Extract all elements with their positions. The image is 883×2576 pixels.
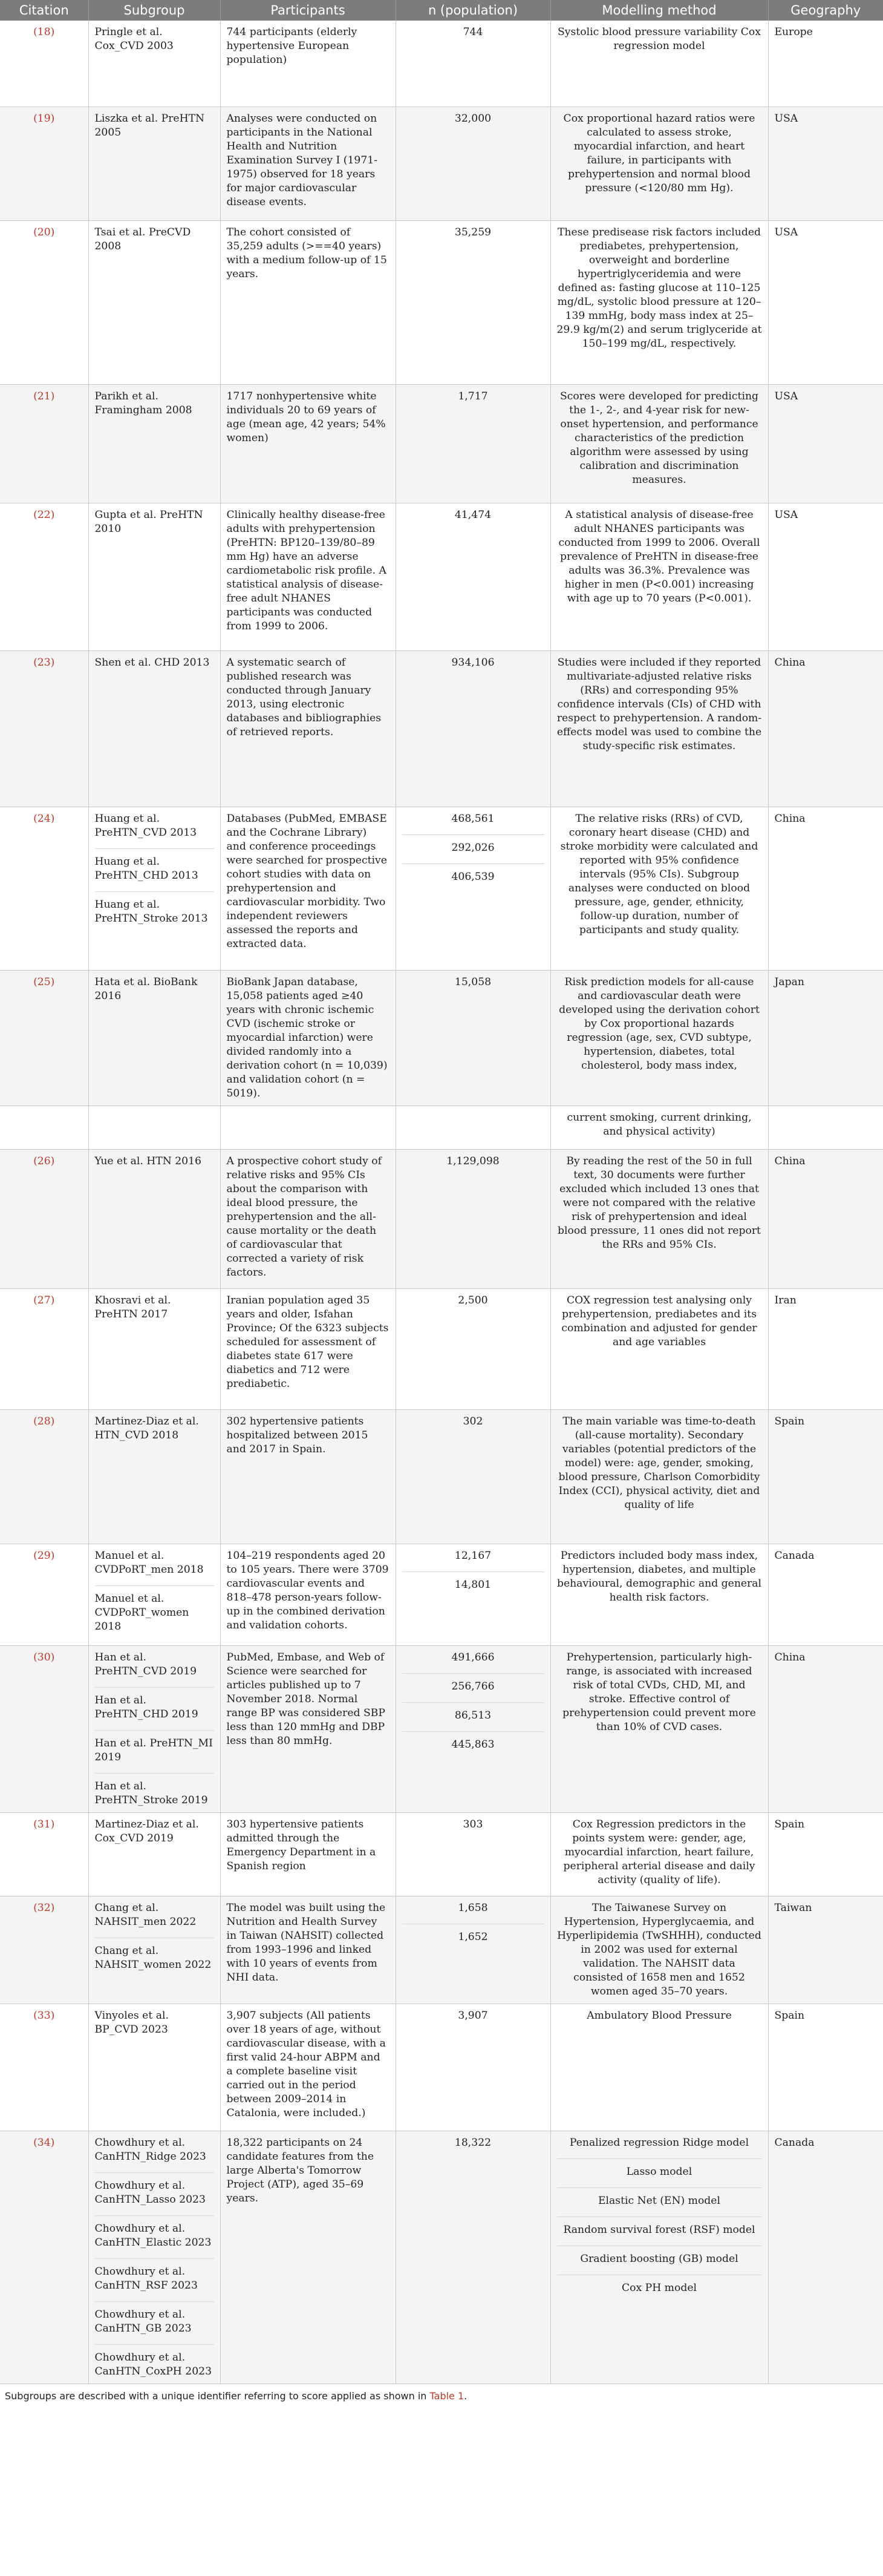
cell-line: These prediseasе risk factors included prediabetes, prehypertension, overweight and borderline hypertriglyceridemia and were defined as: fasting glucose at 110–125 mg/dL, systolic blood pressure at 120–139 mmHg, body mass index at 25–29.9 kg/m(2) and serum triglyceride at 150–199 mg/dL, respectively. [556,226,762,350]
table-row [0,1544,883,1645]
geography-cell [768,2131,883,2384]
cell-line: Ambulatory Blood Pressure [587,2009,732,2022]
subgroup-cell [88,1106,220,1149]
modelling-method-cell [550,384,768,503]
cell-line: Prehypertension, particularly high-range, is associated with increased risk of total CVDs, CHD, MI, and stroke. Effective control of prehypertension could prevent more than 10% of CVD cases. [562,1651,756,1733]
cell-line: USA [774,508,798,521]
cell-line: Parikh et al. Framingham 2008 [94,390,192,416]
cell-line: 292,026 [402,834,544,855]
subgroup-cell [88,21,220,107]
table-row [0,503,883,651]
cell-line: 934,106 [451,656,495,669]
header-geography: Geography [768,0,883,21]
geography-cell [768,21,883,107]
population-cell [396,1544,550,1645]
cell-line: 1,652 [402,1924,544,1944]
subgroup-cell [88,1409,220,1544]
cell-line: USA [774,226,798,238]
modelling-method-cell [550,651,768,807]
cell-line: Canada [774,1549,815,1562]
cell-line: The Taiwanese Survey on Hypertension, Hyperglycaemia, and Hyperlipidemia (TwSHHH), conducted in 2002 was used for external validation. The NAHSIT data consisted of 1658 men and 1652 women aged 35–70 years. [557,1901,761,1998]
cell-line: Predictors included body mass index, hypertension, diabetes, and multiple behavioural, demographic and general health risk factors. [556,1549,762,1604]
cell-line: Manuel et al. CVDPoRT_men 2018 [94,1549,204,1576]
cell-line: The relative risks (RRs) of CVD, coronary heart disease (CHD) and stroke morbidity were calculated and reported with 95% confidence intervals (95% CIs). Subgroup analyses were conducted on blood pressure, age, gender, ethnicity, follow-up duration, number of participants and study quality. [560,812,758,936]
table-row [0,1288,883,1409]
participants-cell [220,384,396,503]
citation-cell [0,1149,88,1288]
geography-cell [768,1409,883,1544]
table-row [0,1409,883,1544]
modelling-method-cell [550,220,768,384]
participants-cell [220,107,396,220]
cell-line: (21) [33,390,55,402]
cell-line: 491,666 [451,1651,495,1663]
geography-cell [768,651,883,807]
cell-line: Iranian population aged 35 years and older, Isfahan Province; Of the 6323 subjects scheduled for assessment of diabetes state 617 were diabetics and 712 were prediabetic. [226,1294,389,1390]
subgroup-cell [88,807,220,970]
cell-line: The model was built using the Nutrition and Health Survey in Taiwan (NAHSIT) collected from 1993–1996 and linked with 10 years of events from NHI data. [226,1901,386,1984]
cell-line: The main variable was time-to-death (all-cause mortality). Secondary variables (potential predictors of the model) were: age, gender, smoking, blood pressure, Charlson Comorbidity Index (CCI), physical activity, diet and quality of life [558,1415,760,1511]
participants-cell [220,503,396,651]
participants-cell [220,1544,396,1645]
cell-line: Spain [774,1818,805,1830]
modelling-method-cell [550,1288,768,1409]
subgroup-cell [88,651,220,807]
cell-line: (27) [33,1294,55,1306]
citation-cell [0,1645,88,1812]
header-row [0,0,883,21]
participants-cell [220,1288,396,1409]
citation-cell [0,503,88,651]
header-subgroup: Subgroup [88,0,220,21]
cell-line: Yue et al. HTN 2016 [94,1155,201,1167]
cell-line: 302 [463,1415,483,1427]
cell-line: 3,907 subjects (All patients over 18 years of age, without cardiovascular disease, with a first valid 24-hour ABPM and a complete baseline visit carried out in the period between 2009–2014 in Catalonia, were included.) [226,2009,386,2119]
cell-line: Han et al. PreHTN_CHD 2019 [95,1687,214,1722]
cell-line: Tsai et al. PreCVD 2008 [94,226,191,252]
participants-cell [220,1645,396,1812]
footnote-end: . [464,2390,468,2402]
participants-cell [220,1106,396,1149]
citation-cell [0,21,88,107]
cell-line: Khosravi et al. PreHTN 2017 [94,1294,171,1320]
cell-line: (31) [33,1818,55,1830]
cell-line: Hata et al. BioBank 2016 [94,975,198,1002]
header-citation: Citation [0,0,88,21]
population-cell [396,107,550,220]
cell-line: China [774,812,806,825]
cell-line: Chang et al. NAHSIT_men 2022 [94,1901,197,1928]
cell-line: Cox proportional hazard ratios were calculated to assess stroke, myocardial infarction, and heart failure, in participants with prehypertension and normal blood pressure (<120/80 mm Hg). [563,112,755,194]
cell-line: BioBank Japan database, 15,058 patients aged ≥40 years with chronic ischemic CVD (ischemic stroke or myocardial infarction) were divided randomly into a derivation cohort (n = 10,039) and validation cohort (n = 5019). [226,975,388,1100]
cell-line: Han et al. PreHTN_MI 2019 [95,1730,214,1765]
cell-line: 18,322 [454,2136,492,2149]
cell-line: Vinyoles et al. BP_CVD 2023 [94,2009,169,2036]
modelling-method-cell [550,807,768,970]
participants-cell [220,220,396,384]
table-row [0,1812,883,1896]
subgroup-cell [88,1812,220,1896]
cell-line: A statistical analysis of disease-free adult NHANES participants was conducted from 1999 to 2006. Overall prevalence of PreHTN in disease-free adults was 36.3%. Prevalence was higher in men (P<0.001) increasing with age up to 70 years (P<0.001). [558,508,760,605]
cell-line: Scores were developed for predicting the 1-, 2-, and 4-year risk for new-onset hypertension, and performance characteristics of the prediction algorithm were assessed by using calibration and discrimination measures. [559,390,759,486]
cell-line: 3,907 [458,2009,488,2022]
modelling-method-cell [550,503,768,651]
cell-line: 744 [463,26,483,38]
population-cell [396,220,550,384]
table-row [0,1106,883,1149]
subgroup-cell [88,1544,220,1645]
cell-line: Risk prediction models for all-cause and cardiovascular death were developed using the derivation cohort by Cox proportional hazards regression (age, sex, CVD subtype, hypertension, diabetes, total cholesterol, body mass index, [559,975,760,1072]
cell-line: 86,513 [402,1702,544,1723]
cell-line: Elastic Net (EN) model [557,2188,762,2208]
cell-line: 303 hypertensive patients admitted through the Emergency Department in a Spanish region [226,1818,376,1872]
table-1-link[interactable]: Table 1 [429,2390,464,2402]
cell-line: (34) [33,2136,55,2149]
modelling-method-cell [550,107,768,220]
cell-line: Chowdhury et al. CanHTN_Ridge 2023 [94,2136,206,2163]
cell-line: 1717 nonhypertensive white individuals 20 to 69 years of age (mean age, 42 years; 54% women) [226,390,386,444]
modelling-method-cell [550,2131,768,2384]
subgroup-cell [88,384,220,503]
table-row [0,384,883,503]
cell-line: Systolic blood pressure variability Cox regression model [558,26,761,52]
table-row [0,1149,883,1288]
cell-line: 12,167 [454,1549,492,1562]
cell-line: 32,000 [454,112,492,125]
cell-line: A prospective cohort study of relative risks and 95% CIs about the comparison with ideal blood pressure, the prehypertension and the all-cause mortality or the death of cardiovascular that corrected a variety of risk factors. [226,1155,382,1279]
population-cell [396,651,550,807]
participants-cell [220,807,396,970]
cell-line: Han et al. PreHTN_CVD 2019 [94,1651,197,1677]
table-row [0,1645,883,1812]
geography-cell [768,1544,883,1645]
cell-line: China [774,656,806,669]
geography-cell [768,1896,883,2004]
geography-cell [768,107,883,220]
table-row [0,220,883,384]
table-row [0,970,883,1106]
modelling-method-cell [550,21,768,107]
cell-line: Huang et al. PreHTN_Stroke 2013 [95,891,214,926]
population-cell [396,970,550,1106]
cell-line: Lasso model [557,2158,762,2179]
population-cell [396,1896,550,2004]
subgroup-cell [88,503,220,651]
cell-line: 445,863 [402,1731,544,1752]
cell-line: (26) [33,1155,55,1167]
population-cell [396,503,550,651]
subgroup-cell [88,2131,220,2384]
citation-cell [0,107,88,220]
table-row [0,21,883,107]
cell-line: (20) [33,226,55,238]
cell-line: Chowdhury et al. CanHTN_Elastic 2023 [95,2215,214,2250]
participants-cell [220,1896,396,2004]
modelling-method-cell [550,1149,768,1288]
table-row [0,2004,883,2131]
geography-cell [768,2004,883,2131]
cell-line: China [774,1651,806,1663]
geography-cell [768,1645,883,1812]
cell-line: (19) [33,112,55,125]
cell-line: 1,129,098 [446,1155,500,1167]
modelling-method-cell [550,1106,768,1149]
cell-line: Chowdhury et al. CanHTN_Lasso 2023 [95,2172,214,2207]
cell-line: Studies were included if they reported multivariate-adjusted relative risks (RRs) and corresponding 95% confidence intervals (CIs) of CHD with respect to prehypertension. A random-effects model was used to combine the study-specific risk estimates. [556,656,762,752]
population-cell [396,1288,550,1409]
subgroup-cell [88,1149,220,1288]
cell-line: COX regression test analysing only prehypertension, prediabetes and its combination and adjusted for gender and age variables [561,1294,757,1348]
geography-cell [768,220,883,384]
cell-line: Chowdhury et al. CanHTN_CoxPH 2023 [95,2344,214,2379]
cell-line: 1,717 [458,390,488,402]
cell-line: 18,322 participants on 24 candidate features from the large Alberta's Tomorrow Project (ATP), aged 35–69 years. [226,2136,374,2204]
cell-line: current smoking, current drinking, and physical activity) [567,1111,752,1138]
geography-cell [768,1149,883,1288]
cell-line: (28) [33,1415,55,1427]
citation-cell [0,807,88,970]
citation-cell [0,1544,88,1645]
cell-line: 406,539 [402,864,544,884]
modelling-method-cell [550,970,768,1106]
cell-line: 303 [463,1818,483,1830]
cell-line: 468,561 [451,812,495,825]
population-cell [396,1812,550,1896]
cell-line: A systematic search of published research was conducted through January 2013, using electronic databases and bibliographies of retrieved reports. [226,656,382,738]
population-cell [396,807,550,970]
cell-line: Pringle et al. Cox_CVD 2003 [94,26,174,52]
cell-line: 41,474 [454,508,492,521]
cell-line: (18) [33,26,55,38]
subgroup-cell [88,1288,220,1409]
cell-line: Martinez-Diaz et al. Cox_CVD 2019 [94,1818,199,1844]
citation-cell [0,1288,88,1409]
cell-line: Cox Regression predictors in the points system were: gender, age, myocardial infarction, heart failure, peripheral arterial disease and daily activity (quality of life). [563,1818,755,1886]
cell-line: Gradient boosting (GB) model [557,2246,762,2266]
citation-cell [0,1812,88,1896]
citation-cell [0,2004,88,2131]
cell-line: Huang et al. PreHTN_CHD 2013 [95,848,214,883]
cell-line: Europe [774,26,813,38]
citation-cell [0,2131,88,2384]
subgroup-cell [88,1896,220,2004]
population-cell [396,2004,550,2131]
subgroup-cell [88,970,220,1106]
modelling-method-cell [550,1409,768,1544]
header-participants: Participants [220,0,396,21]
population-cell [396,1149,550,1288]
cell-line: Spain [774,1415,805,1427]
participants-cell [220,1149,396,1288]
cell-line: The cohort consisted of 35,259 adults (>==40 years) with a medium follow-up of 15 years. [226,226,387,280]
cell-line: 1,658 [458,1901,488,1914]
cell-line: (22) [33,508,55,521]
cell-line: Cox PH model [557,2275,762,2295]
cell-line: (30) [33,1651,55,1663]
cell-line: Spain [774,2009,805,2022]
cell-line: 2,500 [458,1294,488,1306]
cell-line: Chowdhury et al. CanHTN_RSF 2023 [95,2258,214,2293]
geography-cell [768,1288,883,1409]
participants-cell [220,651,396,807]
population-cell [396,1106,550,1149]
cell-line: (33) [33,2009,55,2022]
citation-cell [0,970,88,1106]
table-row [0,2131,883,2384]
cell-line: 256,766 [402,1673,544,1694]
cell-line: China [774,1155,806,1167]
cell-line: Japan [774,975,804,988]
modelling-method-cell [550,1812,768,1896]
cell-line: Databases (PubMed, EMBASE and the Cochrane Library) and conference proceedings were searched for prospective cohort studies with data on prehypertension and cardiovascular morbidity. Two independent reviewers assessed the reports and extracted data. [226,812,387,950]
subgroup-cell [88,2004,220,2131]
cell-line: 15,058 [454,975,492,988]
cell-line: Clinically healthy disease-free adults with prehypertension (PreHTN: BP120–139/80–89 mm Hg) have an adverse cardiometabolic risk profile. A statistical analysis of disease-free adult NHANES participants was conducted from 1999 to 2006. [226,508,386,632]
cell-line: (32) [33,1901,55,1914]
cell-line: Iran [774,1294,797,1306]
citation-cell [0,1409,88,1544]
geography-cell [768,970,883,1106]
table-row [0,1896,883,2004]
cell-line: USA [774,390,798,402]
geography-cell [768,503,883,651]
modelling-method-cell [550,1645,768,1812]
cell-line: Han et al. PreHTN_Stroke 2019 [95,1773,214,1807]
cell-line: Martinez-Diaz et al. HTN_CVD 2018 [94,1415,199,1441]
cell-line: Canada [774,2136,815,2149]
table-row [0,807,883,970]
participants-cell [220,21,396,107]
cell-line: 302 hypertensive patients hospitalized between 2015 and 2017 in Spain. [226,1415,368,1455]
cell-line: (29) [33,1549,55,1562]
cell-line: Gupta et al. PreHTN 2010 [94,508,203,535]
modelling-method-cell [550,1544,768,1645]
cell-line: Huang et al. PreHTN_CVD 2013 [94,812,197,839]
cell-line: 744 participants (elderly hypertensive European population) [226,26,357,66]
header-n-population: n (population) [396,0,550,21]
subgroup-cell [88,1645,220,1812]
cell-line: (25) [33,975,55,988]
participants-cell [220,2131,396,2384]
cell-line: Penalized regression Ridge model [569,2136,749,2149]
cell-line: USA [774,112,798,125]
cell-line: Chang et al. NAHSIT_women 2022 [95,1938,214,1972]
citation-cell [0,220,88,384]
participants-cell [220,1812,396,1896]
subgroup-cell [88,220,220,384]
cell-line: (24) [33,812,55,825]
cell-line: Random survival forest (RSF) model [557,2217,762,2237]
table-row [0,107,883,220]
table-row [0,651,883,807]
subgroup-cell [88,107,220,220]
modelling-method-cell [550,2004,768,2131]
geography-cell [768,807,883,970]
cell-line: Taiwan [774,1901,812,1914]
citation-cell [0,1896,88,2004]
cell-line: 35,259 [454,226,492,238]
cell-line: PubMed, Embase, and Web of Science were searched for articles published up to 7 November 2018. Normal range BP was considered SBP less than 120 mmHg and DBP less than 80 mmHg. [226,1651,385,1747]
table-footnote [0,2384,883,2408]
population-cell [396,2131,550,2384]
footnote-text: Subgroups are described with a unique identifier referring to score applied as shown in [5,2390,430,2402]
population-cell [396,384,550,503]
citation-cell [0,651,88,807]
cell-line: By reading the rest of the 50 in full text, 30 documents were further excluded which included 13 ones that were not compared with the relative risk of prehypertension and ideal blood pressure, 11 ones did not report the RRs and 95% CIs. [558,1155,761,1251]
geography-cell [768,1812,883,1896]
participants-cell [220,970,396,1106]
citation-cell [0,384,88,503]
modelling-method-cell [550,1896,768,2004]
header-modelling-method: Modelling method [550,0,768,21]
geography-cell [768,384,883,503]
population-cell [396,21,550,107]
participants-cell [220,1409,396,1544]
geography-cell [768,1106,883,1149]
citation-cell [0,1106,88,1149]
population-cell [396,1645,550,1812]
participants-cell [220,2004,396,2131]
cell-line: 14,801 [402,1571,544,1592]
cell-line: (23) [33,656,55,669]
cell-line: Shen et al. CHD 2013 [94,656,210,669]
cell-line: Liszka et al. PreHTN 2005 [94,112,205,139]
cell-line: Manuel et al. CVDPoRT_women 2018 [95,1585,214,1634]
cell-line: Chowdhury et al. CanHTN_GB 2023 [95,2301,214,2336]
population-cell [396,1409,550,1544]
cell-line: Analyses were conducted on participants in the National Health and Nutrition Examination Survey I (1971-1975) observed for 18 years for major cardiovascular disease events. [226,112,378,208]
cell-line: 104–219 respondents aged 20 to 105 years. There were 3709 cardiovascular events and 818–478 person-years follow-up in the combined derivation and validation cohorts. [226,1549,389,1631]
